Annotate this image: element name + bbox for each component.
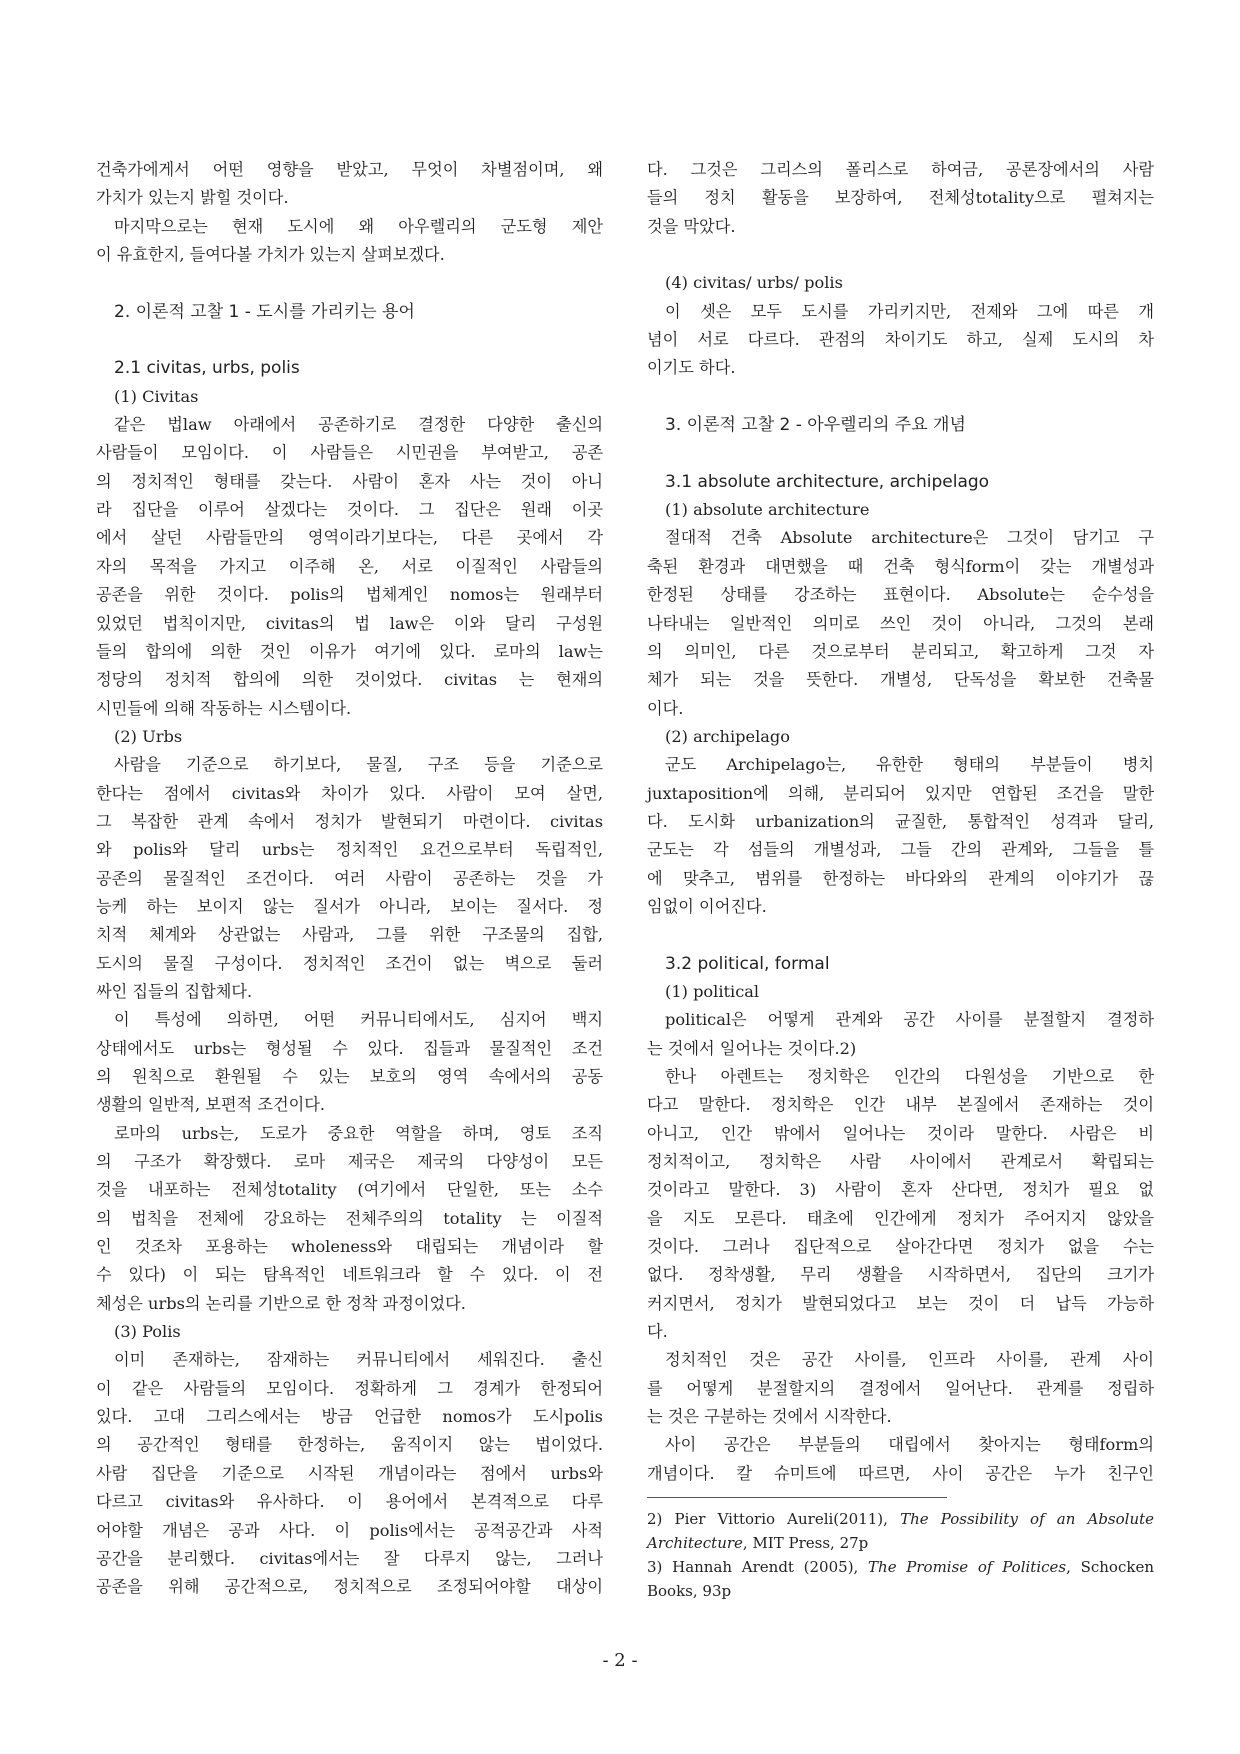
footnote-text: , MIT Press, 27p: [742, 1534, 869, 1552]
text-line: 이 특성에 의하면, 어떤 커뮤니티에서도, 심지어 백지: [114, 1010, 603, 1030]
text-line: 어야할 개념은 공과 사다. 이 polis에서는 공적공간과 사적: [96, 1520, 603, 1540]
text-line: 이 같은 사람들의 모임이다. 정확하게 그 경계가 한정되어: [96, 1378, 603, 1398]
text-line: 을 지도 모른다. 태초에 인간에게 정치가 주어지지 않았을: [647, 1208, 1154, 1228]
text-line: (4) civitas/ urbs/ polis: [665, 273, 843, 293]
text-line: 의 의미인, 다른 것으로부터 분리되고, 확고하게 그것 자: [647, 641, 1154, 661]
text-line: 사람을 기준으로 하기보다, 물질, 구조 등을 기준으로: [114, 755, 603, 775]
text-line: 아니고, 인간 밖에서 일어나는 것이라 말한다. 사람은 비: [647, 1123, 1154, 1143]
text-line: 공존의 물질적인 조건이다. 여러 사람이 공존하는 것을 가: [96, 868, 603, 888]
text-line: (1) political: [665, 981, 760, 1001]
section-heading: 3.2 political, formal: [665, 953, 830, 974]
text-line: 이다.: [647, 698, 684, 718]
text-line: 가치가 있는지 밝힐 것이다.: [96, 188, 289, 208]
text-line: 념이 서로 다르다. 관점의 차이기도 하고, 실제 도시의 차: [647, 330, 1154, 350]
text-line: 이미 존재하는, 잠재하는 커뮤니티에서 세워진다. 출신: [114, 1350, 603, 1370]
text-line: (1) Civitas: [114, 386, 199, 406]
blank-line: [647, 921, 1154, 949]
text-line: 사람들이 모임이다. 이 사람들은 시민권을 부여받고, 공존: [96, 443, 603, 463]
left-column: [96, 156, 603, 1602]
text-line: 건축가에게서 어떤 영향을 받았고, 무엇이 차별점이며, 왜: [96, 160, 603, 179]
text-line: 축된 환경과 대면했을 때 건축 형식form이 갖는 개별성과: [647, 556, 1154, 576]
text-line: 수 있다) 이 되는 탐욕적인 네트워크라 할 수 있다. 이 전: [96, 1265, 603, 1285]
text-line: 자의 목적을 가지고 이주해 온, 서로 이질적인 사람들의: [96, 556, 603, 576]
text-line: 한다는 점에서 civitas와 차이가 있다. 사람이 모여 살면,: [96, 783, 603, 803]
page-number: - 2 -: [602, 1650, 638, 1671]
text-line: 의 원칙으로 환원될 수 있는 보호의 영역 속에서의 공동: [96, 1067, 603, 1086]
text-line: 정당의 정치적 합의에 의한 것이었다. civitas 는 현재의: [96, 670, 603, 690]
text-line: 사이 공간은 부분들의 대립에서 찾아지는 형태form의: [665, 1435, 1154, 1455]
text-line: 공존을 위해 공간적으로, 정치적으로 조정되어야할 대상이: [96, 1577, 603, 1597]
section-heading: 3.1 absolute architecture, archipelago: [665, 471, 990, 492]
text-line: 의 공간적인 형태를 한정하는, 움직이지 않는 법이었다.: [96, 1435, 603, 1455]
footnote-line: [647, 1579, 1154, 1603]
text-line: 공간을 분리했다. civitas에서는 잘 다루지 않는, 그러나: [96, 1548, 603, 1568]
text-line: 다.: [647, 1322, 668, 1342]
text-line: 나타내는 일반적인 의미로 쓰인 것이 아니라, 그것의 본래: [647, 613, 1154, 633]
blank-line: [647, 241, 1154, 269]
text-line: 그 복잡한 관계 속에서 정치가 발현되기 마련이다. civitas: [96, 811, 603, 831]
text-line: 들의 합의에 의한 것인 이유가 여기에 있다. 로마의 law는: [96, 641, 603, 661]
footnote-line: [647, 1555, 1154, 1579]
blank-line: [647, 383, 1154, 411]
text-line: 것을 내포하는 전체성totality (여기에서 단일한, 또는 소수: [96, 1180, 603, 1200]
text-line: 군도는 각 섬들의 개별성과, 그들 간의 관계와, 그들을 틀: [647, 840, 1154, 860]
text-line: 같은 법law 아래에서 공존하기로 결정한 다양한 출신의: [114, 415, 603, 435]
text-line: 에 맞추고, 범위를 한정하는 바다와의 관계의 이야기가 끊: [647, 868, 1154, 888]
text-line: 싸인 집들의 집합체다.: [96, 981, 253, 1001]
text-line: 임없이 이어진다.: [647, 896, 767, 916]
footnote-title: Architecture: [647, 1534, 743, 1552]
text-line: juxtaposition에 의해, 분리되어 있지만 연합된 조건을 말한: [647, 783, 1154, 803]
text-line: 있다. 고대 그리스에서는 방금 언급한 nomos가 도시polis: [96, 1407, 603, 1427]
text-line: 로마의 urbs는, 도로가 중요한 역할을 하며, 영토 조직: [114, 1123, 603, 1143]
text-line: (1) absolute architecture: [665, 500, 870, 520]
right-column: [647, 156, 1154, 1488]
text-line: 한나 아렌트는 정치학은 인간의 다원성을 기반으로 한: [665, 1067, 1154, 1086]
text-line: 들의 정치 활동을 보장하여, 전체성totality으로 펼쳐지는: [647, 188, 1154, 208]
text-line: 의 정치적인 형태를 갖는다. 사람이 혼자 사는 것이 아니: [96, 471, 603, 491]
text-line: 상태에서도 urbs는 형성될 수 있다. 집들과 물질적인 조건: [96, 1038, 603, 1058]
footnote-separator: [647, 1497, 947, 1498]
footnote-text: 3) Hannah Arendt (2005),: [647, 1558, 869, 1576]
text-line: 에서 살던 사람들만의 영역이라기보다는, 다른 곳에서 각: [96, 528, 603, 548]
text-line: 없다. 정착생활, 무리 생활을 시작하면서, 집단의 크기가: [647, 1265, 1154, 1285]
blank-line: [647, 439, 1154, 467]
text-line: (2) Urbs: [114, 726, 183, 746]
text-line: 한정된 상태를 강조하는 표현이다. Absolute는 순수성을: [647, 585, 1154, 605]
text-line: 체성은 urbs의 논리를 기반으로 한 정착 과정이었다.: [96, 1293, 466, 1313]
text-line: 의 구조가 확장했다. 로마 제국은 제국의 다양성이 모든: [96, 1152, 603, 1172]
text-line: 도시의 물질 구성이다. 정치적인 조건이 없는 벽으로 둘러: [96, 953, 603, 973]
text-line: 사람 집단을 기준으로 시작된 개념이라는 점에서 urbs와: [96, 1463, 603, 1483]
text-line: 공존을 위한 것이다. polis의 법체계인 nomos는 원래부터: [96, 585, 603, 605]
text-line: 를 어떻게 분절할지의 결정에서 일어난다. 관계를 정립하: [647, 1378, 1154, 1398]
text-line: 는 것은 구분하는 것에서 시작한다.: [647, 1407, 892, 1427]
text-line: (3) Polis: [114, 1322, 181, 1342]
text-line: 능케 하는 보이지 않는 질서가 아니라, 보이는 질서다. 정: [96, 896, 603, 916]
text-line: 정치적이고, 정치학은 사람 사이에서 관계로서 확립되는: [647, 1152, 1154, 1172]
text-line: 는 것에서 일어나는 것이다.2): [647, 1038, 857, 1058]
text-line: (2) archipelago: [665, 726, 791, 746]
text-line: 다르고 civitas와 유사하다. 이 용어에서 본격적으로 다루: [96, 1492, 603, 1512]
text-line: 것이라고 말한다. 3) 사람이 혼자 산다면, 정치가 필요 없: [647, 1180, 1154, 1200]
text-line: 이기도 하다.: [647, 358, 736, 378]
section-heading: 2. 이론적 고찰 1 - 도시를 가리키는 용어: [114, 301, 415, 322]
text-line: 이 셋은 모두 도시를 가리키지만, 전제와 그에 따른 개: [665, 301, 1154, 321]
text-line: 커지면서, 정치가 발현되었다고 보는 것이 더 납득 가능하: [647, 1293, 1154, 1313]
blank-line: [96, 326, 603, 354]
text-line: 와 polis와 달리 urbs는 정치적인 요건으로부터 독립적인,: [96, 840, 603, 860]
footnote-text: , Schocken: [1066, 1558, 1154, 1576]
section-heading: 2.1 civitas, urbs, polis: [114, 358, 300, 379]
footnote-line: [647, 1507, 1154, 1531]
text-line: 개념이다. 칼 슈미트에 따르면, 사이 공간은 누가 친구인: [647, 1463, 1154, 1483]
blank-line: [96, 269, 603, 297]
text-line: 이 유효한지, 들여다볼 가치가 있는지 살펴보겠다.: [96, 245, 445, 265]
text-line: 있었던 법칙이지만, civitas의 법 law은 이와 달리 구성원: [96, 613, 603, 633]
text-line: 라 집단을 이루어 살겠다는 것이다. 그 집단은 원래 이곳: [96, 500, 603, 520]
section-heading: 3. 이론적 고찰 2 - 아우렐리의 주요 개념: [665, 415, 966, 436]
text-line: 것을 막았다.: [647, 216, 736, 236]
text-line: 것이다. 그러나 집단적으로 살아간다면 정치가 없을 수는: [647, 1237, 1154, 1257]
text-line: 정치적인 것은 공간 사이를, 인프라 사이를, 관계 사이: [665, 1350, 1154, 1370]
text-line: 다. 도시화 urbanization의 균질한, 통합적인 성격과 달리,: [647, 811, 1154, 831]
text-line: 절대적 건축 Absolute architecture은 그것이 담기고 구: [665, 528, 1154, 548]
footnote-text: 2) Pier Vittorio Aureli(2011),: [647, 1510, 901, 1528]
text-line: 시민들에 의해 작동하는 시스템이다.: [96, 698, 352, 718]
footnote-title: The Possibility of an Absolute: [900, 1510, 1155, 1528]
text-line: 군도 Archipelago는, 유한한 형태의 부분들이 병치: [665, 755, 1154, 775]
footnotes: [647, 1507, 1154, 1603]
footnote-title: The Promise of Politices: [868, 1558, 1067, 1576]
text-line: political은 어떻게 관계와 공간 사이를 분절할지 결정하: [665, 1010, 1154, 1030]
footnote-text: Books, 93p: [647, 1582, 732, 1600]
text-line: 생활의 일반적, 보편적 조건이다.: [96, 1095, 326, 1115]
text-line: 마지막으로는 현재 도시에 왜 아우렐리의 군도형 제안: [114, 216, 603, 236]
text-line: 의 법칙을 전체에 강요하는 전체주의의 totality 는 이질적: [96, 1208, 603, 1228]
text-line: 체가 되는 것을 뜻한다. 개별성, 단독성을 확보한 건축물: [647, 670, 1154, 690]
text-line: 치적 체계와 상관없는 사람과, 그를 위한 구조물의 집합,: [96, 925, 603, 945]
text-line: 인 것조차 포용하는 wholeness와 대립되는 개념이라 할: [96, 1237, 603, 1257]
text-line: 다고 말한다. 정치학은 인간 내부 본질에서 존재하는 것이: [647, 1095, 1154, 1115]
text-line: 다. 그것은 그리스의 폴리스로 하여금, 공론장에서의 사람: [647, 160, 1154, 179]
footnote-line: [647, 1531, 1154, 1555]
